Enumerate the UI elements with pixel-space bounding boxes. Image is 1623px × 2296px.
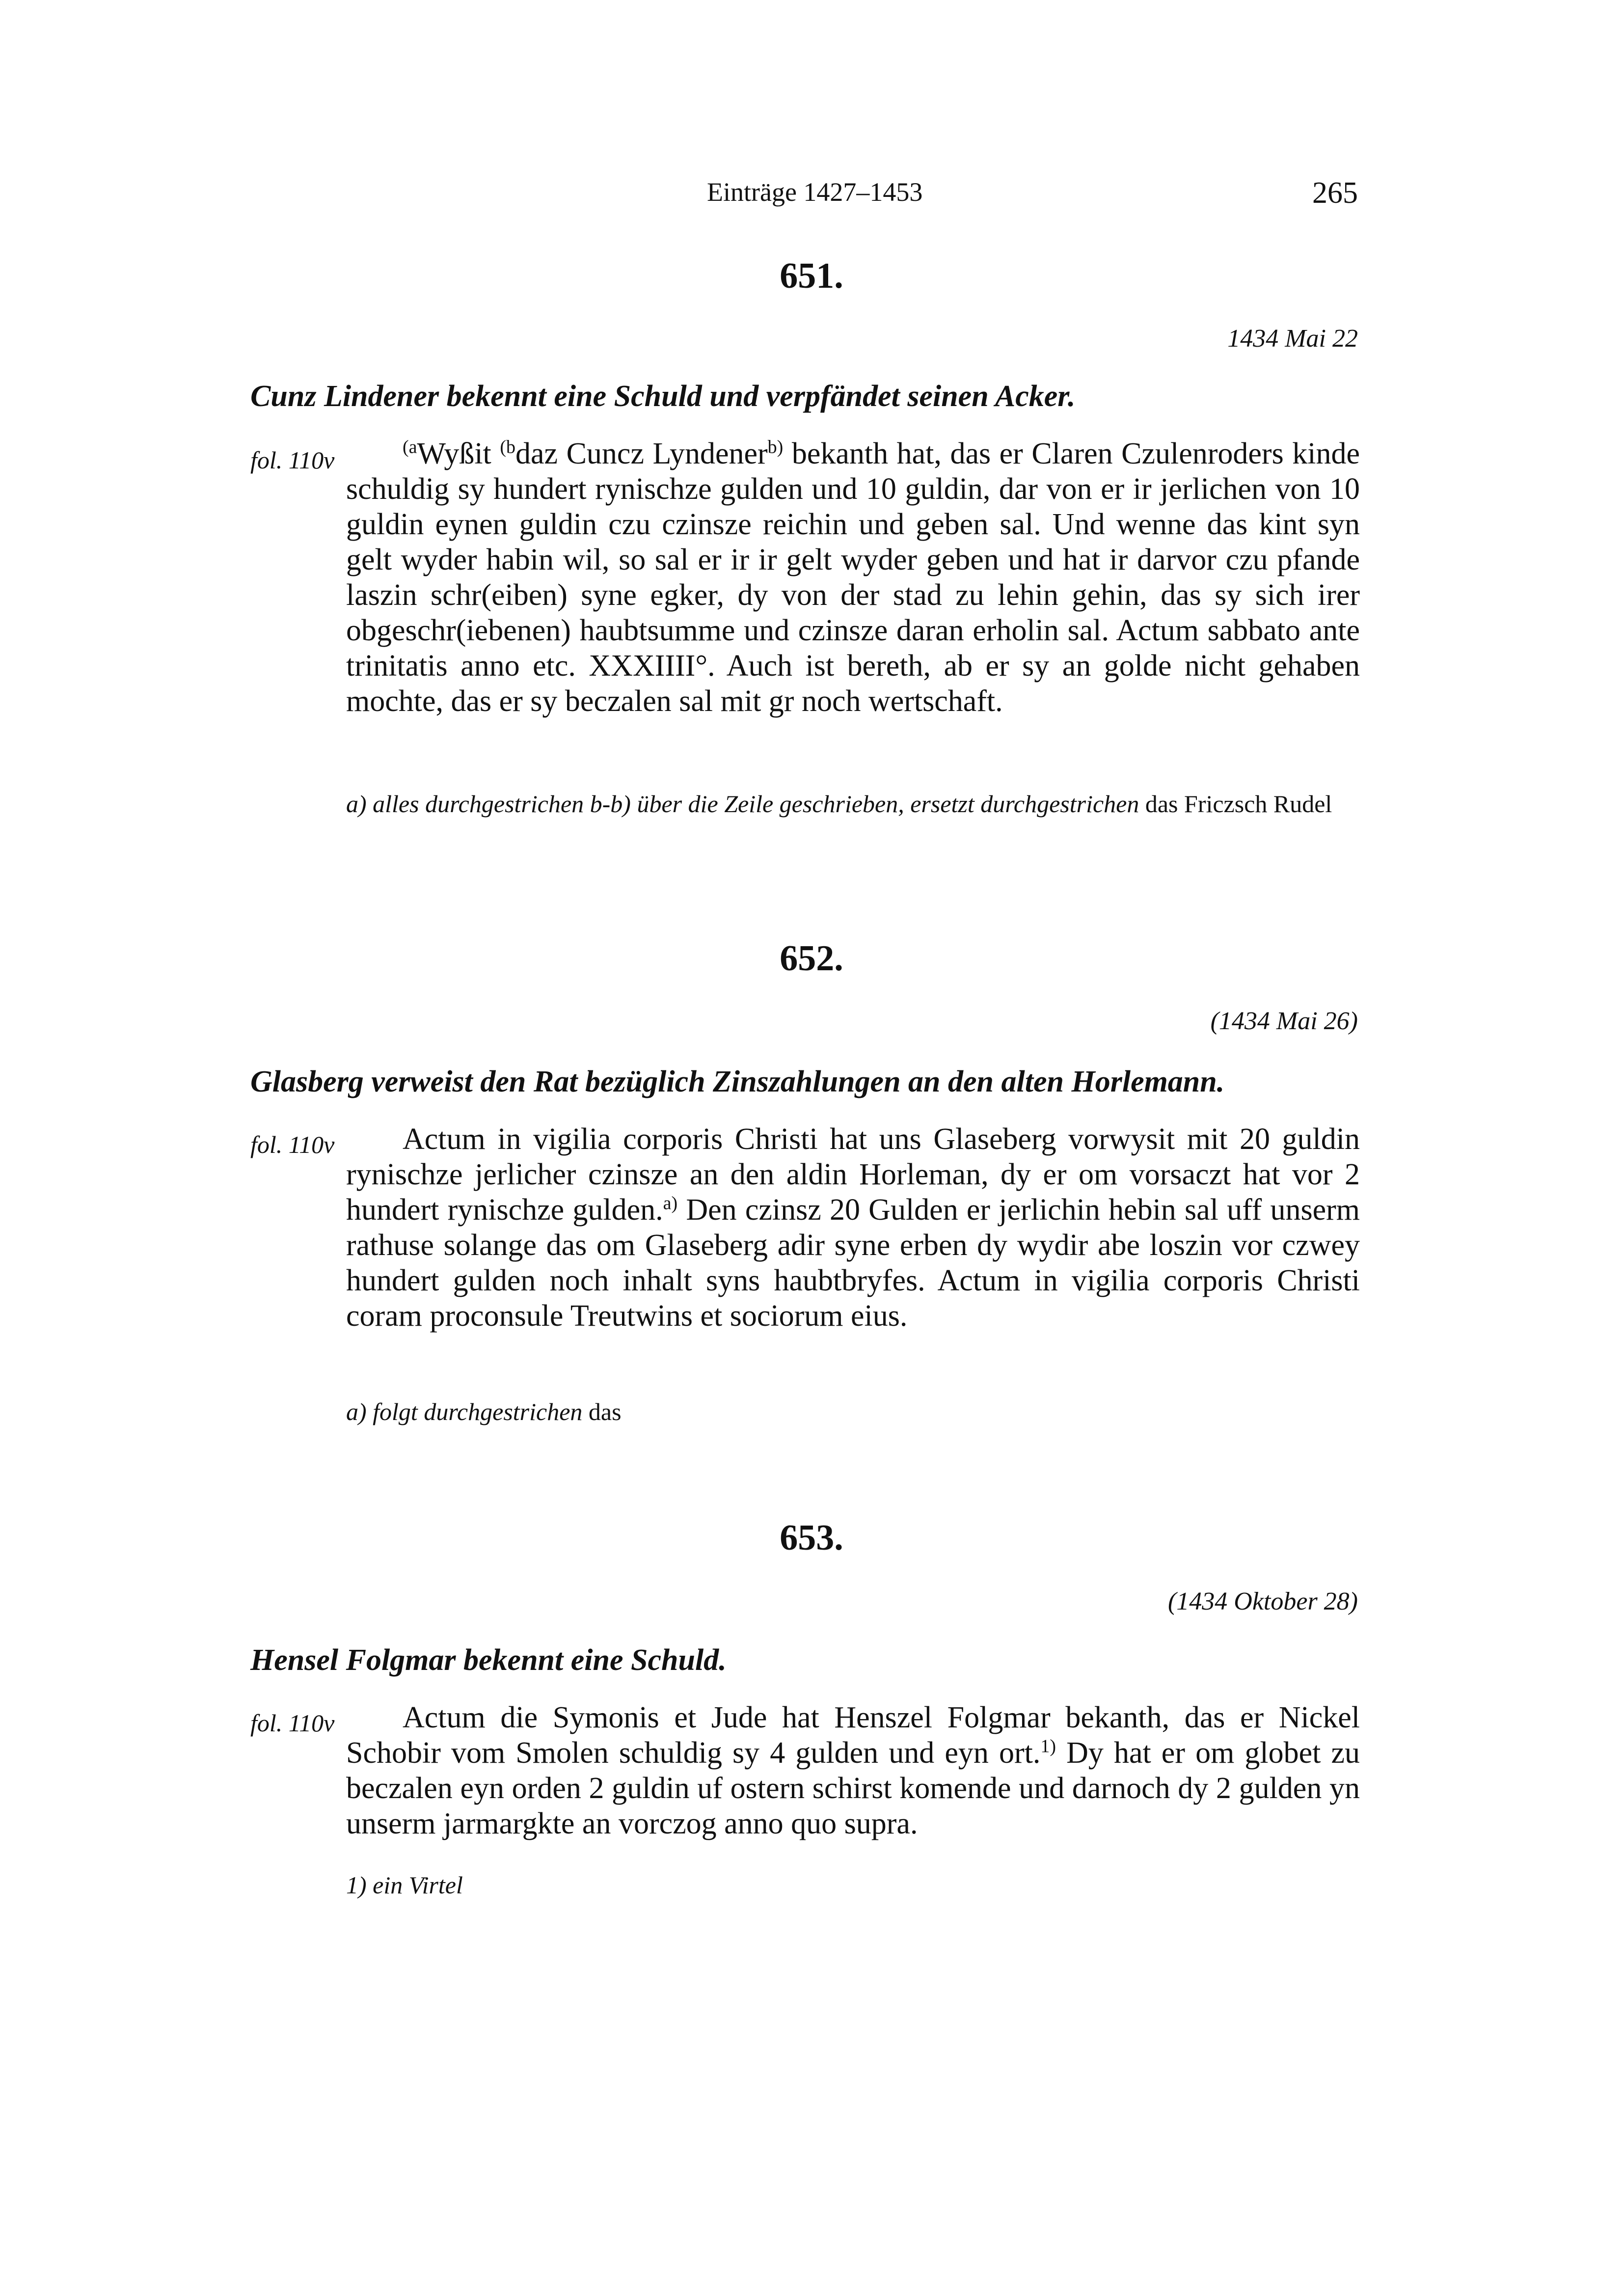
folio-ref: fol. 110v — [250, 446, 335, 474]
page-number: 265 — [1312, 176, 1358, 210]
entry-title: Glasberg verweist den Rat bezüglich Zinszahlungen an den alten Horlemann. — [250, 1065, 1225, 1098]
entry-body: Actum die Symonis et Jude hat Henszel Folgmar bekanth, das er Nickel Schobir vom Smolen schuldig sy 4 gulden und eyn ort.$^{1)}$ Dy hat er om globet zu beczalen eyn orden 2 guldin uf ostern schirst komende und darnoch dy 2 gulden yn unserm jarmargkte an vorczog anno quo supra. — [346, 1701, 1360, 1840]
entry-number: 651. — [780, 256, 843, 296]
entry-title: Cunz Lindener bekennt eine Schuld und verpfändet seinen Acker. — [250, 380, 1076, 413]
entry-body: Actum in vigilia corporis Christi hat uns Glaseberg vorwysit mit 20 guldin rynischze jerlicher czinsze an den aldin Horleman, dy er om vorsaczt hat vor 2 hundert rynischze gulden.$^{a)}$ Den czinsz 20 Gulden er jerlichin hebin sal uff unserm rathuse solange das om Glaseberg adir syne erben dy wydir abe loszin vor czwey hundert gulden noch inhalt syns haubtbryfes. Actum in vigilia corporis Christi coram proconsule Treutwins et sociorum eius. — [346, 1122, 1360, 1333]
folio-ref: fol. 110v — [250, 1131, 335, 1158]
entry-date: 1434 Mai 22 — [1227, 325, 1358, 353]
footnote: 1) ein Virtel — [346, 1871, 463, 1899]
footnote: a) alles durchgestrichen b-b) über die Zeile geschrieben, ersetzt durchgestrichen das Friczsch Rudel — [346, 790, 1332, 818]
folio-ref: fol. 110v — [250, 1709, 335, 1737]
entry-number: 653. — [780, 1518, 843, 1558]
entry-number: 652. — [780, 938, 843, 979]
entry-date: (1434 Oktober 28) — [1167, 1587, 1358, 1615]
running-title: Einträge 1427–1453 — [707, 177, 923, 207]
entry-body: $^{(a}$Wyßit $^{(b}$daz Cuncz Lyndener$^{b)}$ bekanth hat, das er Claren Czulenroders kinde schuldig sy hundert rynischze gulden und 10 guldin, dar von er ir jerlichen von 10 guldin eynen guldin czu czinsze reichin und geben sal. Und wenne das kint syn gelt wyder habin wil, so sal er ir ir gelt wyder geben und hat ir darvor czu pfande laszin schr(eiben) syne egker, dy von der stad zu lehin gehin, das sy sich irer obgeschr(iebenen) haubtsumme und czinsze daran erholin sal. Actum sabbato ante trinitatis anno etc. XXXIIII°. Auch ist bereth, ab er sy an golde nicht gehaben mochte, das er sy beczalen sal mit gr noch wertschaft. — [346, 437, 1360, 718]
entry-title: Hensel Folgmar bekennt eine Schuld. — [250, 1643, 727, 1677]
entry-date: (1434 Mai 26) — [1210, 1007, 1358, 1035]
footnote: a) folgt durchgestrichen das — [346, 1398, 622, 1425]
